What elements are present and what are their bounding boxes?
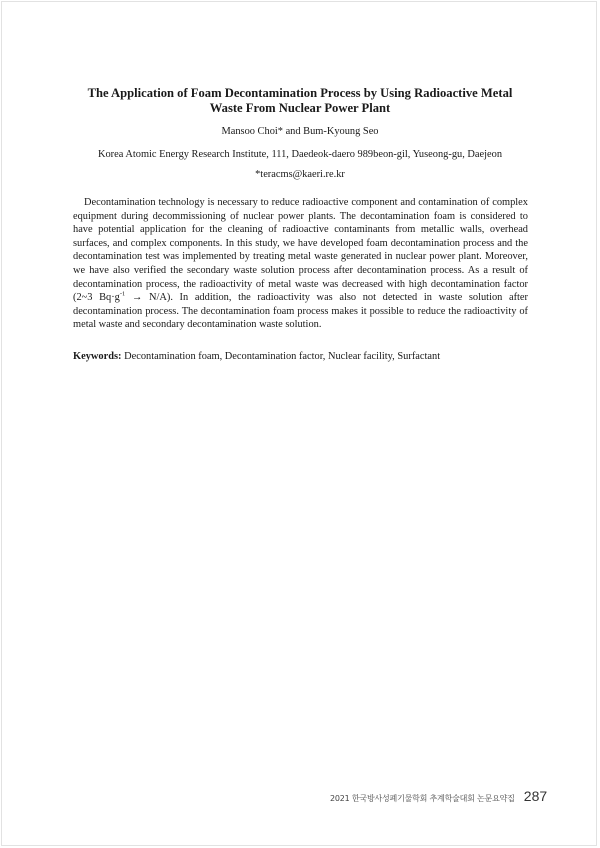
keywords-label: Keywords:: [73, 351, 122, 362]
keywords: [73, 350, 528, 363]
abstract: [73, 196, 528, 332]
abstract-text-part1: Decontamination technology is necessary to reduce radioactive component and contamination of complex equipment during decommissioning of nuclear power plants. The decontamination foam is considered to have potential application for the cleaning of radioactive contaminants from metallic walls, overhead surfaces, and complex components. In this study, we have developed foam decontamination process and the decontamination test was implemented by treating metal waste generated in nuclear power plant. Moreover, we have also verified the secondary waste solution process after decontamination process. As a result of decontamination process, the radioactivity of metal waste was decreased with high decontamination factor (2~3 Bq·g: [73, 197, 528, 304]
keywords-list: Decontamination foam, Decontamination factor, Nuclear facility, Surfactant: [124, 351, 441, 362]
abstract-superscript: -1: [119, 290, 126, 298]
footer-proceedings-title: 2021 한국방사성폐기물학회 추계학술대회 논문요약집: [330, 794, 515, 803]
page-footer: [330, 786, 548, 805]
page-number: 287: [523, 788, 548, 804]
paper-title: The Application of Foam Decontamination Process by Using Radioactive Metal Waste From Nuclear Power Plant: [87, 86, 513, 115]
authors: Mansoo Choi* and Bum-Kyoung Seo: [221, 126, 379, 137]
corresponding-email: *teracms@kaeri.re.kr: [255, 169, 345, 180]
affiliation: Korea Atomic Energy Research Institute, 111, Daedeok-daero 989beon-gil, Yuseong-gu, Daejeon: [97, 149, 503, 160]
abstract-text-part2: → N/A). In addition, the radioactivity was also not detected in waste solution after decontamination process. The decontamination foam process makes it possible to reduce the radioactivity of metal waste and secondary decontamination waste solution.: [73, 292, 529, 331]
